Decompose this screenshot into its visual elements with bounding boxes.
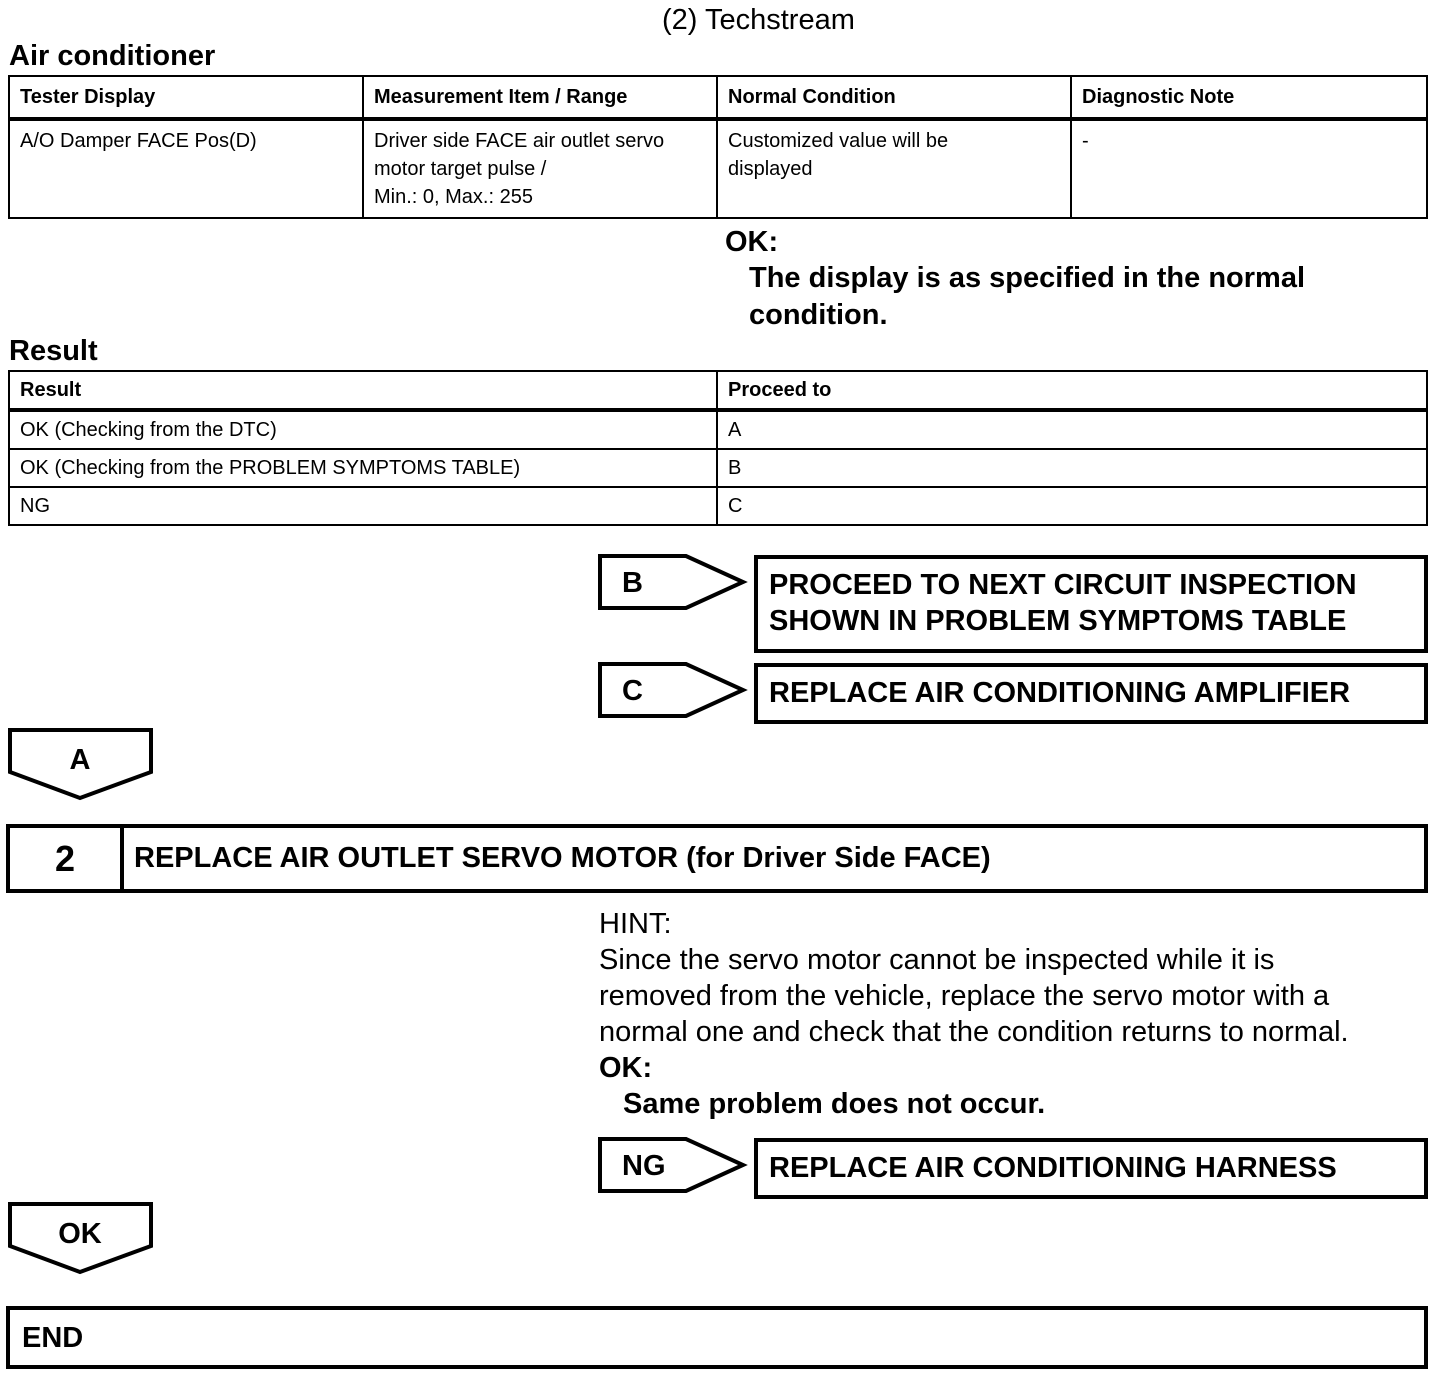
column-header: Proceed to: [717, 371, 1427, 410]
ok-condition-line: The display is as specified in the normal: [749, 262, 1305, 294]
section-subtitle: (2) Techstream: [662, 4, 855, 36]
end-box: [6, 1306, 1428, 1369]
end-label: END: [22, 1322, 84, 1354]
column-header: Diagnostic Note: [1071, 76, 1427, 119]
column-header: Result: [9, 371, 717, 410]
step-title: REPLACE AIR OUTLET SERVO MOTOR (for Driver Side FACE): [134, 842, 991, 874]
ok-condition-text: Same problem does not occur.: [623, 1088, 1046, 1120]
branch-c-text: REPLACE AIR CONDITIONING AMPLIFIER: [769, 677, 1351, 709]
column-header: Tester Display: [9, 76, 363, 119]
step-number: 2: [10, 828, 124, 889]
result-cell: OK (Checking from the DTC): [9, 410, 717, 449]
proceed-cell: C: [717, 487, 1427, 525]
ok-label: OK:: [599, 1052, 653, 1084]
measurement-line: Min.: 0, Max.: 255: [374, 186, 533, 208]
down-arrow-a-label: A: [69, 744, 91, 776]
down-arrow-ok-label: OK: [58, 1218, 102, 1250]
hint-line: normal one and check that the condition returns to normal.: [599, 1016, 1349, 1048]
branch-tag-c: C: [622, 675, 643, 707]
result-cell: NG: [9, 487, 717, 525]
result-heading: Result: [9, 335, 98, 367]
branch-b-box: [754, 555, 1428, 653]
branch-ng-text: REPLACE AIR CONDITIONING HARNESS: [769, 1152, 1337, 1184]
column-header: Measurement Item / Range: [363, 76, 717, 119]
step-2-box: [6, 824, 1428, 893]
branch-c-box: [754, 663, 1428, 724]
branch-b-line: SHOWN IN PROBLEM SYMPTOMS TABLE: [769, 605, 1347, 637]
branch-tag-b: B: [622, 567, 643, 599]
hint-block: [599, 906, 1349, 1122]
branch-ng-box: [754, 1138, 1428, 1199]
normal-condition-line: Customized value will be: [728, 130, 949, 152]
hint-label: HINT:: [599, 908, 672, 940]
column-header: Normal Condition: [717, 76, 1071, 119]
ok-condition-line: condition.: [749, 299, 888, 331]
result-cell: OK (Checking from the PROBLEM SYMPTOMS TABLE): [9, 449, 717, 487]
tester-display-cell: A/O Damper FACE Pos(D): [9, 119, 363, 218]
air-conditioner-heading: Air conditioner: [9, 40, 216, 72]
hint-line: removed from the vehicle, replace the servo motor with a: [599, 980, 1330, 1012]
branch-b-line: PROCEED TO NEXT CIRCUIT INSPECTION: [769, 569, 1357, 601]
normal-condition-line: displayed: [728, 158, 813, 180]
measurement-line: Driver side FACE air outlet servo: [374, 130, 665, 152]
proceed-cell: A: [717, 410, 1427, 449]
diagnostic-note-cell: -: [1071, 119, 1427, 218]
branch-tag-ng: NG: [622, 1150, 666, 1182]
measurement-line: motor target pulse /: [374, 158, 547, 180]
proceed-cell: B: [717, 449, 1427, 487]
ok-label: OK:: [725, 226, 779, 258]
hint-line: Since the servo motor cannot be inspected while it is: [599, 944, 1275, 976]
